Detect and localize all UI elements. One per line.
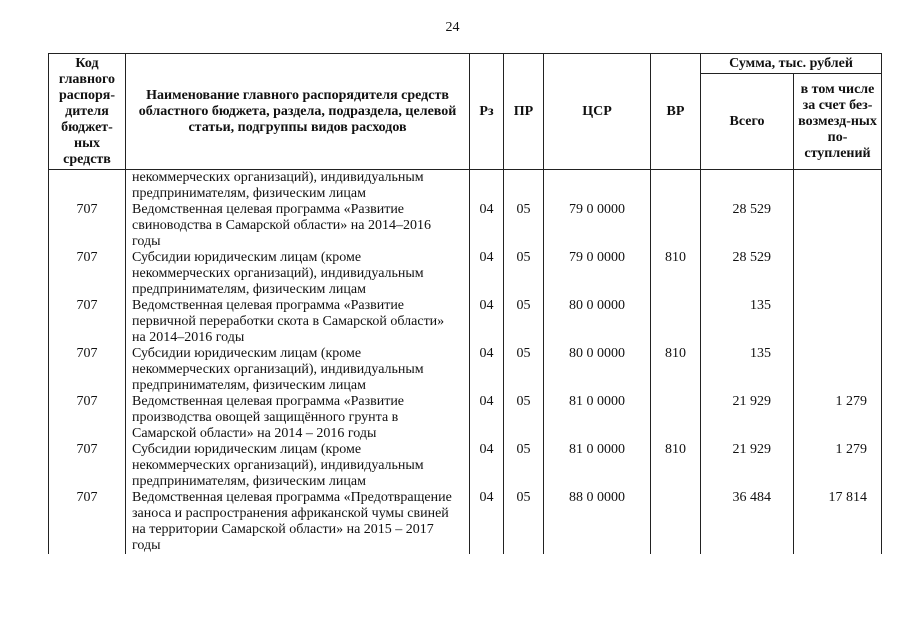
cell-rz: 04 <box>470 442 504 490</box>
cell-rz: 04 <box>470 202 504 250</box>
cell-rz: 04 <box>470 298 504 346</box>
cell-incl <box>794 202 882 250</box>
header-pr: ПР <box>504 54 544 170</box>
cell-name: Субсидии юридическим лицам (кроме некоммерческих организаций), индивидуальным предпринимателям, физическим лицам <box>126 346 470 394</box>
cell-code: 707 <box>49 490 126 554</box>
table-row <box>49 490 882 554</box>
cell-pr: 05 <box>504 298 544 346</box>
header-vr: ВР <box>651 54 701 170</box>
cell-csr <box>544 170 651 203</box>
table-row <box>49 346 882 394</box>
cell-code: 707 <box>49 394 126 442</box>
cell-csr: 88 0 0000 <box>544 490 651 554</box>
cell-pr <box>504 170 544 203</box>
cell-csr: 79 0 0000 <box>544 202 651 250</box>
page-number: 24 <box>445 20 460 35</box>
cell-vr: 810 <box>651 346 701 394</box>
cell-name: Ведомственная целевая программа «Развитие производства овощей защищённого грунта в Самарской области» на 2014 – 2016 годы <box>126 394 470 442</box>
cell-total: 21 929 <box>701 394 794 442</box>
table-body <box>49 170 882 555</box>
cell-pr: 05 <box>504 394 544 442</box>
cell-rz: 04 <box>470 394 504 442</box>
cell-incl <box>794 250 882 298</box>
cell-rz <box>470 170 504 203</box>
cell-incl: 1 279 <box>794 442 882 490</box>
header-csr: ЦСР <box>544 54 651 170</box>
cell-code <box>49 170 126 203</box>
header-name: Наименование главного распорядителя средств областного бюджета, раздела, подраздела, целевой статьи, подгруппы видов расходов <box>126 54 470 170</box>
cell-code: 707 <box>49 202 126 250</box>
cell-incl <box>794 170 882 203</box>
cell-vr <box>651 490 701 554</box>
table-row <box>49 394 882 442</box>
cell-total: 28 529 <box>701 202 794 250</box>
table-row <box>49 170 882 203</box>
cell-incl: 17 814 <box>794 490 882 554</box>
cell-pr: 05 <box>504 346 544 394</box>
header-sum-group: Сумма, тыс. рублей <box>701 54 882 74</box>
cell-vr <box>651 394 701 442</box>
cell-code: 707 <box>49 250 126 298</box>
cell-csr: 80 0 0000 <box>544 346 651 394</box>
cell-total: 135 <box>701 346 794 394</box>
cell-rz: 04 <box>470 346 504 394</box>
cell-total: 28 529 <box>701 250 794 298</box>
header-rz: Рз <box>470 54 504 170</box>
table-row <box>49 442 882 490</box>
cell-pr: 05 <box>504 442 544 490</box>
table-row <box>49 202 882 250</box>
cell-pr: 05 <box>504 250 544 298</box>
cell-pr: 05 <box>504 490 544 554</box>
cell-name: некоммерческих организаций), индивидуальным предпринимателям, физическим лицам <box>126 170 470 203</box>
budget-table <box>48 53 882 554</box>
cell-rz: 04 <box>470 490 504 554</box>
cell-vr <box>651 298 701 346</box>
cell-total <box>701 170 794 203</box>
cell-name: Ведомственная целевая программа «Развитие свиноводства в Самарской области» на 2014–2016 годы <box>126 202 470 250</box>
cell-vr: 810 <box>651 250 701 298</box>
cell-rz: 04 <box>470 250 504 298</box>
cell-name: Ведомственная целевая программа «Предотвращение заноса и распространения африканской чумы свиней на территории Самарской области» на 2015 – 2017 годы <box>126 490 470 554</box>
cell-total: 135 <box>701 298 794 346</box>
cell-csr: 80 0 0000 <box>544 298 651 346</box>
table-header <box>49 54 882 170</box>
header-code: Код главного распоря-дителя бюджет-ных средств <box>49 54 126 170</box>
cell-name: Субсидии юридическим лицам (кроме некоммерческих организаций), индивидуальным предпринимателям, физическим лицам <box>126 442 470 490</box>
cell-name: Субсидии юридическим лицам (кроме некоммерческих организаций), индивидуальным предпринимателям, физическим лицам <box>126 250 470 298</box>
cell-total: 36 484 <box>701 490 794 554</box>
cell-code: 707 <box>49 346 126 394</box>
cell-code: 707 <box>49 298 126 346</box>
cell-vr <box>651 202 701 250</box>
cell-csr: 81 0 0000 <box>544 394 651 442</box>
cell-incl <box>794 298 882 346</box>
header-incl-free: в том числе за счет без-возмезд-ных по-ступлений <box>794 74 882 170</box>
table-row <box>49 298 882 346</box>
cell-name: Ведомственная целевая программа «Развитие первичной переработки скота в Самарской области» на 2014–2016 годы <box>126 298 470 346</box>
cell-csr: 79 0 0000 <box>544 250 651 298</box>
cell-incl: 1 279 <box>794 394 882 442</box>
header-total: Всего <box>701 74 794 170</box>
cell-vr: 810 <box>651 442 701 490</box>
cell-code: 707 <box>49 442 126 490</box>
cell-pr: 05 <box>504 202 544 250</box>
cell-total: 21 929 <box>701 442 794 490</box>
cell-vr <box>651 170 701 203</box>
table-row <box>49 250 882 298</box>
cell-csr: 81 0 0000 <box>544 442 651 490</box>
cell-incl <box>794 346 882 394</box>
